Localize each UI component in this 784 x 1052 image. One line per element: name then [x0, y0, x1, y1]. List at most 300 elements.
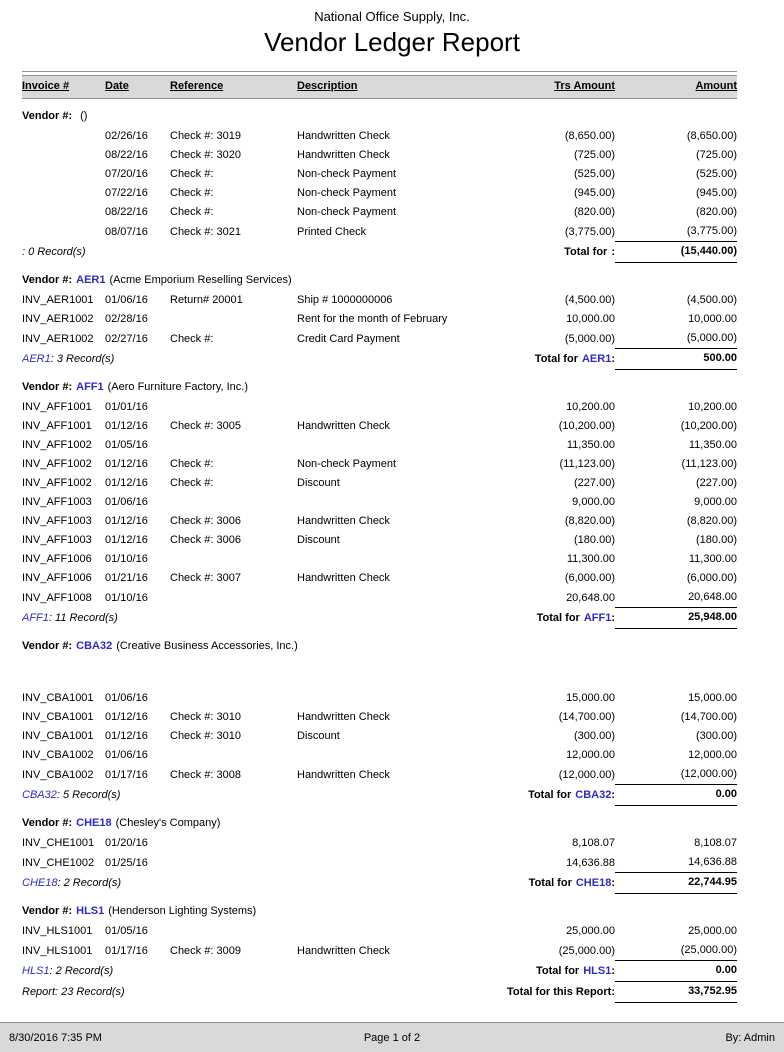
column-header-reference — [170, 76, 297, 99]
column-header-amount — [615, 76, 737, 99]
vendor-number-label: Vendor #: — [22, 905, 73, 917]
trs-amount-cell: (725.00) — [574, 149, 615, 161]
description-cell — [297, 493, 487, 512]
date-cell: 01/25/16 — [105, 856, 148, 869]
invoice-cell: INV_AFF1001 — [22, 401, 92, 413]
vendor-total-code: HLS1 — [583, 964, 612, 977]
detail-row — [22, 417, 737, 436]
footer-datetime: 8/30/2016 7:35 PM — [9, 1031, 102, 1044]
trs-amount-cell: 9,000.00 — [572, 496, 615, 508]
amount-cell: 15,000.00 — [688, 692, 737, 704]
date-cell: 02/27/16 — [105, 332, 148, 345]
date-cell: 07/20/16 — [105, 168, 148, 180]
column-header-reference-label: Reference — [170, 80, 224, 92]
detail-row — [22, 569, 737, 588]
reference-cell: Return# 20001 — [170, 294, 243, 306]
total-colon: : — [611, 788, 615, 801]
invoice-cell: INV_AFF1003 — [22, 534, 92, 546]
reference-cell — [170, 689, 297, 708]
vendor-name: (Acme Emporium Reselling Services) — [109, 274, 292, 286]
vendor-header-cell — [22, 99, 737, 128]
date-cell: 01/20/16 — [105, 837, 148, 849]
description-cell: Discount — [297, 477, 340, 489]
trs-amount-cell: 10,200.00 — [566, 401, 615, 413]
date-cell: 08/22/16 — [105, 149, 148, 161]
detail-row — [22, 398, 737, 417]
section-gap-row — [22, 657, 737, 689]
vendor-number-label: Vendor #: — [22, 110, 73, 122]
vendor-number-label: Vendor #: — [22, 381, 73, 393]
invoice-cell — [22, 222, 105, 242]
amount-cell: (4,500.00) — [686, 294, 737, 306]
total-for-label: Total for — [536, 611, 580, 624]
reference-cell: Check #: — [170, 458, 214, 470]
detail-row — [22, 165, 737, 184]
amount-cell: (12,000.00) — [680, 768, 737, 780]
amount-cell: (11,123.00) — [681, 458, 737, 470]
description-cell — [297, 746, 487, 765]
description-cell — [297, 853, 487, 873]
invoice-cell: INV_AER1002 — [22, 313, 94, 325]
trs-amount-cell: (11,123.00) — [559, 458, 615, 470]
record-count-code: AFF1 — [22, 611, 49, 624]
trs-amount-cell: (300.00) — [574, 730, 615, 742]
vendor-total-amount: 25,948.00 — [615, 608, 737, 629]
date-cell: 01/12/16 — [105, 711, 148, 723]
description-cell — [297, 922, 487, 941]
vendor-number-label: Vendor #: — [22, 640, 73, 652]
date-cell: 01/17/16 — [105, 944, 148, 957]
detail-row — [22, 746, 737, 765]
column-header-invoice — [22, 76, 105, 99]
vendor-code: HLS1 — [76, 905, 105, 917]
vendor-summary-row — [22, 785, 737, 806]
date-cell: 01/12/16 — [105, 420, 148, 432]
record-count — [22, 242, 297, 263]
trs-amount-cell: 25,000.00 — [566, 925, 615, 937]
vendor-name: (Chesley's Company) — [115, 817, 221, 829]
description-cell: Handwritten Check — [297, 768, 390, 781]
invoice-cell: INV_CBA1001 — [22, 730, 94, 742]
amount-cell: 11,300.00 — [688, 553, 737, 565]
vendor-name: () — [80, 110, 88, 122]
trs-amount-cell: (4,500.00) — [564, 294, 615, 306]
amount-cell: 12,000.00 — [688, 749, 737, 761]
record-count-text: : 0 Record(s) — [22, 245, 86, 258]
report-header — [0, 0, 784, 58]
trs-amount-cell: (12,000.00) — [558, 768, 615, 781]
description-cell — [297, 588, 487, 608]
total-colon: : — [611, 876, 615, 889]
invoice-cell: INV_CBA1001 — [22, 711, 94, 723]
vendor-total-amount: 0.00 — [615, 785, 737, 806]
table-wrap — [22, 71, 737, 1003]
invoice-cell — [22, 165, 105, 184]
detail-row — [22, 146, 737, 165]
record-count-text: : 5 Record(s) — [56, 788, 121, 801]
report-title: Vendor Ledger Report — [264, 27, 520, 57]
record-count-text: : 2 Record(s) — [49, 964, 114, 977]
vendor-header-row — [22, 629, 737, 658]
amount-cell: (8,820.00) — [686, 515, 737, 527]
reference-cell: Check #: — [170, 332, 214, 345]
reference-cell: Check #: 3006 — [170, 534, 241, 546]
reference-cell: Check #: 3010 — [170, 730, 241, 742]
reference-cell — [170, 310, 297, 329]
vendor-header-cell — [22, 894, 737, 923]
column-header-amount-label: Amount — [695, 80, 737, 92]
amount-cell: (3,775.00) — [686, 225, 737, 237]
total-colon: : — [611, 352, 615, 365]
date-cell: 02/26/16 — [105, 130, 148, 142]
date-cell: 01/10/16 — [105, 591, 148, 604]
date-cell: 08/22/16 — [105, 206, 148, 218]
invoice-cell: INV_AFF1008 — [22, 591, 92, 604]
vendor-total-label — [297, 961, 615, 982]
vendor-code: AER1 — [76, 274, 106, 286]
reference-cell: Check #: 3019 — [170, 130, 241, 142]
vendor-header-cell — [22, 263, 737, 292]
date-cell: 07/22/16 — [105, 187, 148, 199]
amount-cell: 14,636.88 — [688, 856, 737, 868]
reference-cell: Check #: 3010 — [170, 711, 241, 723]
reference-cell: Check #: 3020 — [170, 149, 241, 161]
reference-cell — [170, 550, 297, 569]
company-name: National Office Supply, Inc. — [314, 9, 470, 24]
detail-row — [22, 853, 737, 873]
description-cell: Non-check Payment — [297, 187, 397, 199]
date-cell: 01/01/16 — [105, 401, 148, 413]
invoice-cell: INV_CBA1001 — [22, 692, 94, 704]
reference-cell — [170, 588, 297, 608]
footer-author: By: Admin — [725, 1031, 775, 1044]
total-for-label: Total for — [536, 964, 580, 977]
detail-row — [22, 184, 737, 203]
reference-cell — [170, 436, 297, 455]
vendor-total-amount: 22,744.95 — [615, 873, 737, 894]
vendor-summary-row — [22, 608, 737, 629]
footer-page-number: Page 1 of 2 — [363, 1031, 421, 1044]
amount-cell: (25,000.00) — [680, 944, 737, 956]
detail-row — [22, 834, 737, 853]
detail-row — [22, 455, 737, 474]
date-cell: 02/28/16 — [105, 313, 148, 325]
record-count-text: : 11 Record(s) — [48, 611, 118, 624]
invoice-cell: INV_AFF1001 — [22, 420, 92, 432]
invoice-cell: INV_AFF1003 — [22, 515, 92, 527]
description-cell — [297, 398, 487, 417]
trs-amount-cell: (8,650.00) — [564, 130, 615, 142]
invoice-cell: INV_AER1002 — [22, 332, 94, 345]
vendor-total-code: CHE18 — [575, 876, 612, 889]
date-cell: 01/05/16 — [105, 925, 148, 937]
vendor-total-amount: 500.00 — [615, 349, 737, 370]
column-header-trs-amount-label: Trs Amount — [554, 80, 615, 92]
description-cell — [297, 550, 487, 569]
invoice-cell: INV_AFF1002 — [22, 439, 92, 451]
description-cell: Non-check Payment — [297, 458, 397, 470]
vendor-summary-row — [22, 242, 737, 263]
invoice-cell: INV_HLS1001 — [22, 925, 93, 937]
reference-cell: Check #: — [170, 168, 214, 180]
amount-cell: 11,350.00 — [688, 439, 737, 451]
record-count — [22, 873, 297, 894]
invoice-cell — [22, 203, 105, 222]
reference-cell: Check #: 3007 — [170, 572, 241, 584]
record-count-code: CHE18 — [22, 876, 58, 889]
total-colon: : — [611, 964, 615, 977]
amount-cell: (5,000.00) — [686, 332, 737, 344]
column-header-date — [105, 76, 170, 99]
invoice-cell — [22, 146, 105, 165]
description-cell: Printed Check — [297, 225, 367, 238]
amount-cell: (180.00) — [696, 534, 737, 546]
trs-amount-cell: 11,350.00 — [566, 439, 615, 451]
trs-amount-cell: 11,300.00 — [566, 553, 615, 565]
record-count-code: HLS1 — [22, 964, 50, 977]
amount-cell: 25,000.00 — [688, 925, 737, 937]
total-for-label: Total for — [528, 876, 572, 889]
date-cell: 01/05/16 — [105, 439, 148, 451]
trs-amount-cell: (820.00) — [574, 206, 615, 218]
date-cell: 01/12/16 — [105, 477, 148, 489]
detail-row — [22, 310, 737, 329]
trs-amount-cell: (14,700.00) — [558, 711, 615, 723]
date-cell: 01/12/16 — [105, 534, 148, 546]
vendor-name: (Creative Business Accessories, Inc.) — [116, 640, 298, 652]
vendor-code: CHE18 — [76, 817, 112, 829]
column-header-description — [297, 76, 487, 99]
detail-row — [22, 765, 737, 785]
vendor-header-row — [22, 370, 737, 399]
invoice-cell — [22, 184, 105, 203]
detail-row — [22, 689, 737, 708]
vendor-header-cell — [22, 629, 737, 658]
description-cell: Rent for the month of February — [297, 313, 448, 325]
trs-amount-cell: 15,000.00 — [566, 692, 615, 704]
amount-cell: (227.00) — [696, 477, 737, 489]
detail-row — [22, 941, 737, 961]
record-count — [22, 608, 297, 629]
detail-row — [22, 291, 737, 310]
invoice-cell: INV_CBA1002 — [22, 749, 94, 761]
amount-cell: 10,000.00 — [688, 313, 737, 325]
report-summary-row — [22, 982, 737, 1003]
vendor-number-label: Vendor #: — [22, 274, 73, 286]
description-cell: Credit Card Payment — [297, 332, 400, 345]
detail-row — [22, 708, 737, 727]
reference-cell — [170, 834, 297, 853]
trs-amount-cell: 8,108.07 — [572, 837, 615, 849]
amount-cell: (8,650.00) — [686, 130, 737, 142]
trs-amount-cell: 12,000.00 — [566, 749, 615, 761]
report-body — [22, 99, 737, 982]
reference-cell — [170, 398, 297, 417]
trs-amount-cell: 14,636.88 — [566, 856, 615, 869]
trs-amount-cell: (3,775.00) — [564, 225, 615, 238]
invoice-cell: INV_AFF1002 — [22, 477, 92, 489]
vendor-header-row — [22, 263, 737, 292]
amount-cell: 20,648.00 — [688, 591, 737, 603]
date-cell: 08/07/16 — [105, 225, 148, 238]
reference-cell — [170, 493, 297, 512]
detail-row — [22, 531, 737, 550]
date-cell: 01/06/16 — [105, 496, 148, 508]
trs-amount-cell: (8,820.00) — [564, 515, 615, 527]
description-cell — [297, 834, 487, 853]
vendor-header-cell — [22, 370, 737, 399]
reference-cell: Check #: 3008 — [170, 768, 241, 781]
report-record-count: Report: 23 Record(s) — [22, 985, 125, 998]
record-count — [22, 785, 297, 806]
total-colon: : — [611, 611, 615, 624]
reference-cell: Check #: 3021 — [170, 225, 241, 238]
invoice-cell — [22, 127, 105, 146]
reference-cell: Check #: 3005 — [170, 420, 241, 432]
detail-row — [22, 493, 737, 512]
vendor-name: (Henderson Lighting Systems) — [108, 905, 257, 917]
page-footer — [0, 1022, 784, 1052]
vendor-total-code: AFF1 — [583, 611, 612, 624]
amount-cell: (525.00) — [696, 168, 737, 180]
amount-cell: (725.00) — [696, 149, 737, 161]
amount-cell: (300.00) — [696, 730, 737, 742]
invoice-cell: INV_CHE1001 — [22, 837, 95, 849]
description-cell: Discount — [297, 730, 340, 742]
column-header-row — [22, 76, 737, 99]
reference-cell: Check #: 3009 — [170, 944, 241, 957]
vendor-name: (Aero Furniture Factory, Inc.) — [107, 381, 249, 393]
amount-cell: 8,108.07 — [694, 837, 737, 849]
date-cell: 01/12/16 — [105, 730, 148, 742]
total-for-label: Total for — [534, 352, 578, 365]
trs-amount-cell: (25,000.00) — [558, 944, 615, 957]
date-cell: 01/12/16 — [105, 458, 148, 470]
trs-amount-cell: (525.00) — [574, 168, 615, 180]
amount-cell: (6,000.00) — [686, 572, 737, 584]
invoice-cell: INV_AFF1006 — [22, 553, 92, 565]
detail-row — [22, 922, 737, 941]
trs-amount-cell: (180.00) — [574, 534, 615, 546]
description-cell: Ship # 1000000006 — [297, 294, 393, 306]
trs-amount-cell: (945.00) — [574, 187, 615, 199]
date-cell: 01/06/16 — [105, 749, 148, 761]
column-header-trs-amount — [487, 76, 615, 99]
amount-cell: 10,200.00 — [688, 401, 737, 413]
vendor-header-cell — [22, 806, 737, 835]
description-cell: Handwritten Check — [297, 515, 390, 527]
vendor-code: AFF1 — [76, 381, 104, 393]
vendor-summary-row — [22, 873, 737, 894]
vendor-total-amount: (15,440.00) — [615, 242, 737, 263]
record-count-text: : 3 Record(s) — [50, 352, 115, 365]
invoice-cell: INV_CHE1002 — [22, 856, 95, 869]
description-cell: Handwritten Check — [297, 149, 390, 161]
invoice-cell: INV_CBA1002 — [22, 768, 94, 781]
reference-cell — [170, 922, 297, 941]
amount-cell: 9,000.00 — [694, 496, 737, 508]
detail-row — [22, 203, 737, 222]
detail-row — [22, 436, 737, 455]
vendor-header-row — [22, 806, 737, 835]
column-header-description-label: Description — [297, 80, 358, 92]
detail-row — [22, 474, 737, 493]
vendor-total-amount: 0.00 — [615, 961, 737, 982]
date-cell: 01/06/16 — [105, 692, 148, 704]
invoice-cell: INV_HLS1001 — [22, 944, 93, 957]
total-colon: : — [611, 245, 615, 258]
report-total-amount: 33,752.95 — [615, 982, 737, 1003]
vendor-total-label — [297, 242, 615, 263]
reference-cell: Check #: — [170, 187, 214, 199]
description-cell — [297, 436, 487, 455]
detail-row — [22, 588, 737, 608]
description-cell: Non-check Payment — [297, 168, 397, 180]
detail-row — [22, 127, 737, 146]
detail-row — [22, 222, 737, 242]
detail-row — [22, 550, 737, 569]
invoice-cell: INV_AER1001 — [22, 294, 94, 306]
date-cell: 01/06/16 — [105, 294, 148, 306]
description-cell: Handwritten Check — [297, 130, 390, 142]
reference-cell — [170, 853, 297, 873]
description-cell: Handwritten Check — [297, 572, 390, 584]
vendor-total-code: CBA32 — [575, 788, 612, 801]
trs-amount-cell: (227.00) — [574, 477, 615, 489]
date-cell: 01/21/16 — [105, 572, 148, 584]
reference-cell — [170, 746, 297, 765]
vendor-summary-row — [22, 349, 737, 370]
amount-cell: (14,700.00) — [680, 711, 737, 723]
record-count-text: : 2 Record(s) — [57, 876, 122, 889]
description-cell: Handwritten Check — [297, 711, 390, 723]
report-summary-section — [22, 982, 737, 1003]
record-count-code: CBA32 — [22, 788, 57, 801]
trs-amount-cell: (5,000.00) — [564, 332, 615, 345]
amount-cell: (945.00) — [696, 187, 737, 199]
report-total-label: Total for this Report: — [507, 985, 615, 998]
description-cell: Handwritten Check — [297, 944, 390, 957]
detail-row — [22, 727, 737, 746]
invoice-cell: INV_AFF1002 — [22, 458, 92, 470]
vendor-total-label — [297, 608, 615, 629]
invoice-cell: INV_AFF1006 — [22, 572, 92, 584]
reference-cell: Check #: 3006 — [170, 515, 241, 527]
trs-amount-cell: (6,000.00) — [564, 572, 615, 584]
total-for-label: Total for — [528, 788, 572, 801]
date-cell: 01/12/16 — [105, 515, 148, 527]
description-cell: Handwritten Check — [297, 420, 390, 432]
trs-amount-cell: (10,200.00) — [558, 420, 615, 432]
vendor-total-label — [297, 785, 615, 806]
detail-row — [22, 512, 737, 531]
date-cell: 01/10/16 — [105, 553, 148, 565]
record-count — [22, 961, 297, 982]
description-cell: Discount — [297, 534, 340, 546]
description-cell: Non-check Payment — [297, 206, 397, 218]
total-for-label: Total for — [564, 245, 608, 258]
vendor-total-label — [297, 873, 615, 894]
vendor-total-code: AER1 — [581, 352, 612, 365]
reference-cell: Check #: — [170, 206, 214, 218]
vendor-number-label: Vendor #: — [22, 817, 73, 829]
trs-amount-cell: 10,000.00 — [566, 313, 615, 325]
section-gap-cell — [22, 657, 737, 689]
vendor-header-row — [22, 99, 737, 128]
reference-cell: Check #: — [170, 477, 214, 489]
amount-cell: (10,200.00) — [680, 420, 737, 432]
detail-row — [22, 329, 737, 349]
